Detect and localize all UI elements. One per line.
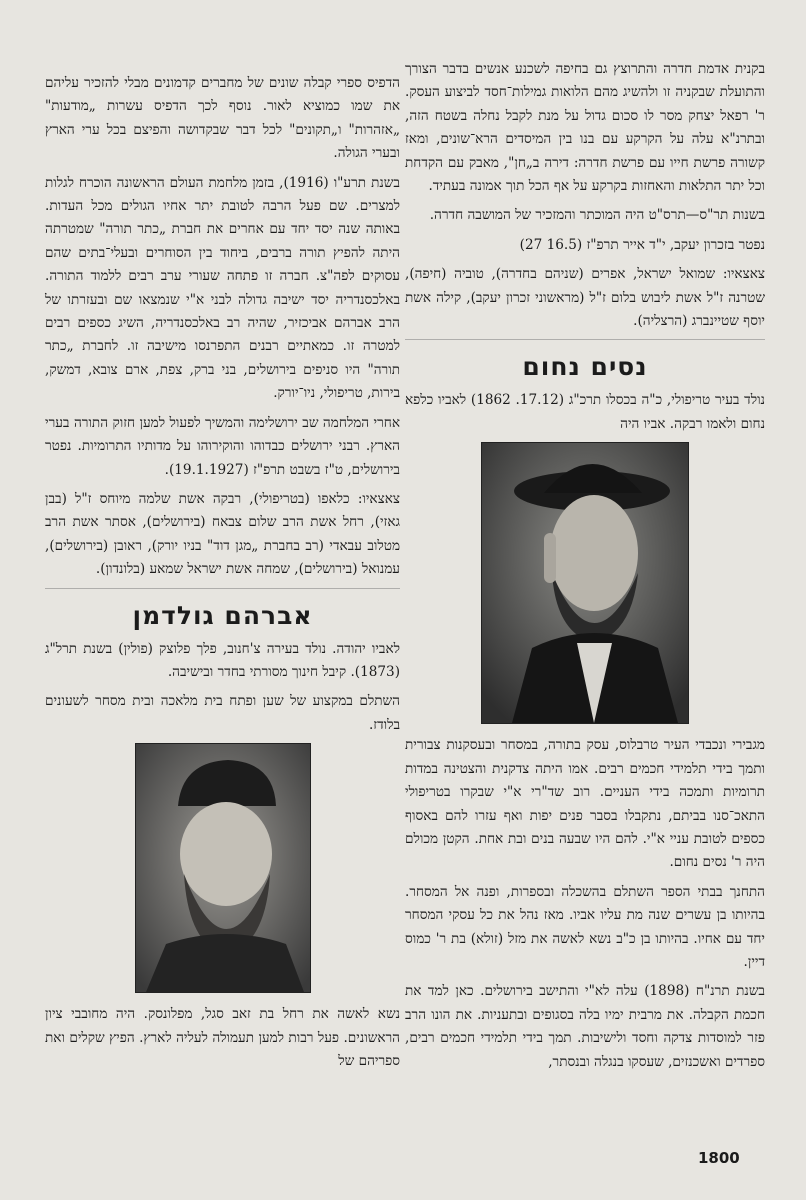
paragraph: השתלם במקצוע של שען ופתח בית מלאכה ובית מסחר לשעונים בלודז. [45,693,400,733]
right-column [405,58,765,1080]
paragraph: נפטר בזכרון יעקב, י"ד אייר תרפ"ז (16.5 27) [519,236,765,253]
page-number: 1800 [698,1149,740,1167]
paragraph: אחרי המלחמה שב ירושלימה והמשיך לפעול למען חזוק התורה בערי הארץ. רבני ירושלים כבדוהו והוקירוהו על מדותיו התרומיות. נפטר בירושלים, ט"ז בשבט תרפ"ז (19.1.1927). [45,414,400,478]
biography-heading: אברהם גולדמן [132,600,313,630]
paragraph: מגבירי ונכבדי העיר טרבלוס, עסק בתורה, במסחר ובעסקנות צבורית ותמך בידי תלמידי חכמים רבים. אמו היתה צדקנית והצטינה במדות תרומיות ותמכה בידי העניים. רוב שד"רי א"י שבקרו בטריפולי התאכ־סנו בביתם, נתקבלו בסבר פנים יפות ואף עזרו להם באסוף כספים לטובת עניי א"י. להם היו שבעה בנים ובת אחת. הקטן מכולם היה ר' נסים נחום. [405,737,765,871]
divider [45,588,400,589]
portrait-photo [135,743,311,993]
paragraph: בשנת תרע"ו (1916), בזמן מלחמת העולם הראשונה הוכרח לגלות למצרים. שם פעל הרבה לטובת יתר אחיו הגולים מכל העדות. באותה שנה יסד יחד עם אחרים את חברת „כתר תורה" שמטרתה היתה להפיץ תורה ברבים, ביחוד בין הסוחרים ובעלי־בתים שהם עסוקים לפה"צ. חברה זו פתחה שעורי ערב רבים ללמוד התורה. באלכסנדריה יסד ישיבה גדולה לבני א"י שנמצאו שם ובעזרתו של הרב אברהם אביכזיר, שהיה רב באלכסנדריה, השיג כספים רבים למטרה זו. כמאתיים רבנים התפרנסו מישיבה זו. לחברת „כתר תורה" היו סניפים בירושלים, בני ברק, צפת, ארם צובא, דמשק, בירות, טריפולי, ניו־יורק. [45,174,400,402]
divider [405,339,765,340]
biography-heading: נסים נחום [522,352,648,382]
portrait-photo [481,442,689,724]
left-column [45,72,400,1079]
paragraph: צאצאיו: כלאפו (בטריפולי), רבקה אשת שלמה מיוחס ז"ל (בבן גאזי), רחל אשת הרב שלום צבאח (בירושלים), אסתר אשת הרב מטלוב עבאדי (רב בחברת „מגן דוד" בניו יורק), ראובן (בירושלים), עמנואל (בירושלים), שמחה אשת ישראל שמאע (בלונדון). [45,490,400,578]
paragraph: נשא לאשה את רחל בת זאב סגל, מפלונסק. היה מחובבי ציון הראשונים. פעל רבות למען תעמולה לעליה לארץ. הפיץ שקלים ואת ספריהם של [45,1006,400,1069]
paragraph: לאביו יהודה. נולד בעירה צ'חנוב, פלך פלוצק (פולין) בשנת תרל"ג (1873). קיבל חינוך מסורתי בחדר ובישיבה. [45,640,400,680]
paragraph: צאצאיו: שמואל ישראל, אפרים (שניהם בחדרה), טוביה (חיפה), שטרנה ז"ל אשת ליבוש בלום ז"ל (מראשוני זכרון יעקב), קילה אשת יוסף שטיינברג (הרצליה). [405,266,765,330]
paragraph: בקנית אדמת חדרה והתרוצץ גם בחיפה לשכנע אנשים בדבר הצורך והתועלת שבקניה זו ולהשיג מהם הלואות גמילות־חסד לביצוע העסק. ר' רפאל יצחק מסר לו סכום גדול על מנת לקבל נחלה בשטח הזה, ובתרנ"א עלה על הקרקע עם בנו בין המיסדים הרא־שונים, ומאז קשורה פרשת חייו עם פרשת חדרה: דירה ב„חן", מאבק עם הקדחת וכל יתר התלאות והאחזות בקרקע על אף הכל תוך אמונה בעתיד. [405,61,765,195]
paragraph: נולד בעיר טריפולי, כ"ה בכסלו תרכ"ג (17.12. 1862) לאביו כלפא נחום ולאמו רבקה. אביו היה [405,392,765,432]
paragraph: התחנך בבתי הספר השתלם בהשכלה ובספרות, ופנה אל המסחר. בהיותו בן עשרים שנה מת עליו אביו. מאז נהל את כל עסקי המסחר יחד עם אחיו. בהיותו בן כ"ב נשא לאשה את מזל (זולא) בת ר' כמוס דיין. [405,883,765,970]
paragraph: בשנות תר"ס—תרס"ט היה המוכתר והמזכיר של המושבה חדרה. [429,207,765,224]
paragraph: הדפיס ספרי קבלה שונים של מחברים קדמונים מבלי להזכיר עליהם את שמו כמוציא לאור. נוסף לכך הדפיס עשרות „מודעות" „אזהרות" ו„תקונים" לכל דבר שבקדושה והפיצם בכל ערי הארץ ובערי הגולה. [45,75,400,162]
paragraph: בשנת תרנ"ח (1898) עלה לא"י והתישב בירושלים. כאן למד את חכמת הקבלה. את מרבית ימיו בלה בסגופים ובתעניות. את הונו הרב פזר למוסדות צדקה וחסד ולישיבות. תמך בידי תלמידי חכמים רבים, ספרדים ואשכנזים, שעסקו בנגלה ובנסתר, [405,983,765,1070]
